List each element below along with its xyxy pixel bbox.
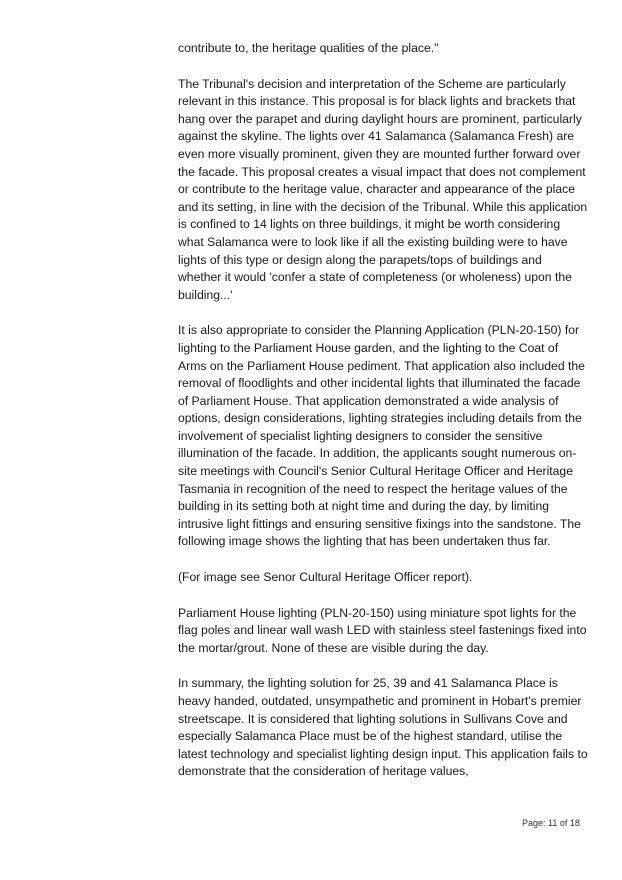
document-body (178, 40, 588, 781)
paragraph-summary: In summary, the lighting solution for 25, 39 and 41 Salamanca Place is heavy handed, outdated, unsympathetic and prominent in Hobart's premier streetscape. It is considered that lighting solutions in Sullivans Cove and especially Salamanca Place must be of the highest standard, utilise the latest technology and specialist lighting design input. This application fails to demonstrate that the consideration of heritage values, (178, 676, 588, 779)
paragraph-tribunal-decision: The Tribunal's decision and interpretation of the Scheme are particularly relevant in this instance. This proposal is for black lights and brackets that hang over the parapet and during daylight hours are prominent, particularly against the skyline. The lights over 41 Salamanca (Salamanca Fresh) are even more visually prominent, given they are mounted further forward over the facade. This proposal creates a visual impact that does not complement or contribute to the heritage value, character and appearance of the place and its setting, in line with the decision of the Tribunal. While this application is confined to 14 lights on three buildings, it might be worth considering what Salamanca were to look like if all the existing building were to have lights of this type or design along the parapets/tops of buildings and whether it would 'confer a state of completeness (or wholeness) upon the building...' (178, 76, 588, 302)
paragraph-quote-end: contribute to, the heritage qualities of the place." (178, 41, 439, 55)
paragraph-parliament-lighting: Parliament House lighting (PLN-20-150) using miniature spot lights for the flag poles and linear wall wash LED with stainless steel fastenings fixed into the mortar/grout. None of these are visible during the day. (178, 605, 587, 655)
paragraph-planning-application: It is also appropriate to consider the Planning Application (PLN-20-150) for lighting to the Parliament House garden, and the lighting to the Coat of Arms on the Parliament House pediment. That application also included the removal of floodlights and other incidental lights that illuminated the facade of Parliament House. That application demonstrated a wide analysis of options, design considerations, lighting strategies including details from the involvement of specialist lighting designers to consider the sensitive illumination of the facade. In addition, the applicants sought numerous on-site meetings with Council's Senior Cultural Heritage Officer and Heritage Tasmania in recognition of the need to respect the heritage values of the building in its setting both at night time and during the day, by limiting intrusive light fittings and ensuring sensitive fixings into the sandstone. The following image shows the lighting that has been undertaken thus far. (178, 323, 585, 549)
paragraph-image-reference: (For image see Senor Cultural Heritage Officer report). (178, 570, 473, 585)
page-number: Page: 11 of 18 (522, 818, 580, 828)
